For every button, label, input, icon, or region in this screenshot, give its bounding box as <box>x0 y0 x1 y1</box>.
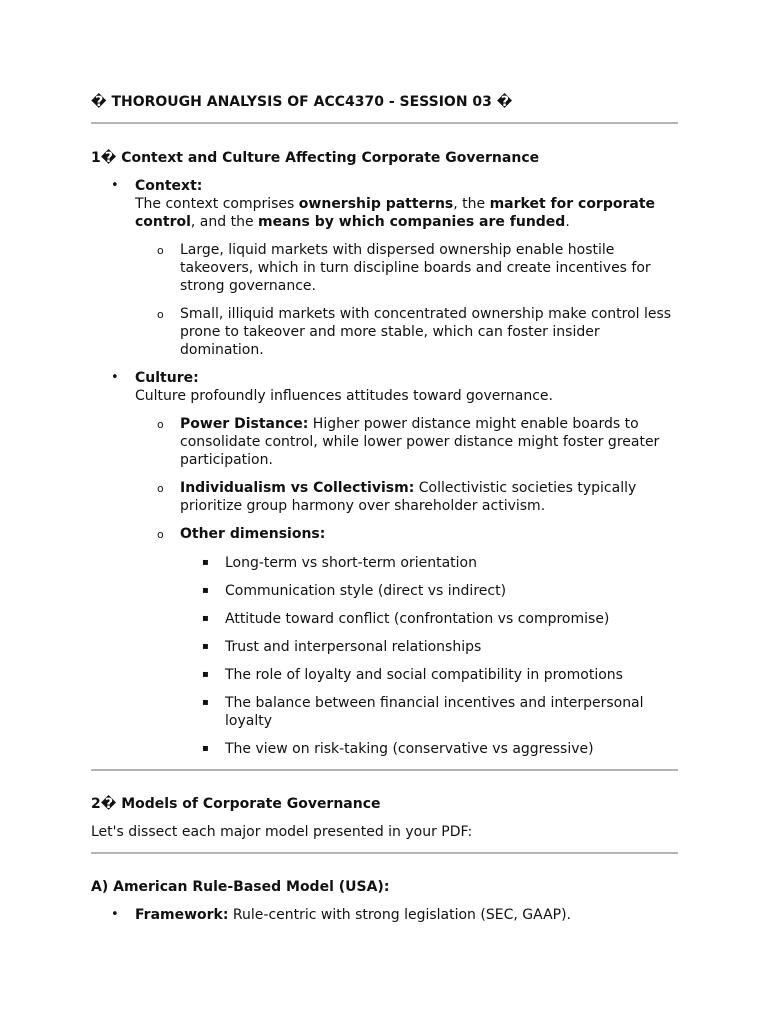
square-bullet-icon: ▪ <box>202 669 209 680</box>
list-item: ▪ Attitude toward conflict (confrontation vs compromise) <box>202 611 610 627</box>
list-item: ▪ Communication style (direct vs indirect) <box>202 583 507 599</box>
list-item: ▪ Trust and interpersonal relationships <box>202 639 482 655</box>
document-title: � THOROUGH ANALYSIS OF ACC4370 - SESSION 03 � <box>91 94 513 110</box>
circle-bullet-icon: o <box>157 482 164 495</box>
square-bullet-icon: ▪ <box>202 557 209 568</box>
list-item: ▪ Long-term vs short-term orientation <box>202 555 477 571</box>
context-item <box>91 177 678 359</box>
square-bullet-icon: ▪ <box>202 743 209 754</box>
square-bullet-icon: ▪ <box>202 585 209 596</box>
section-2-intro: Let's dissect each major model presented in your PDF: <box>91 824 473 840</box>
circle-bullet-icon: o <box>157 308 164 321</box>
list-item: o Small, illiquid markets with concentrated ownership make control less prone to takeover and more stable, which can foster insider domination. <box>157 306 672 358</box>
divider <box>91 852 678 854</box>
list-item: ▪ The view on risk-taking (conservative vs aggressive) <box>202 741 594 757</box>
list-item: ▪ The role of loyalty and social compatibility in promotions <box>202 667 623 683</box>
list-item: ▪ The balance between financial incentives and interpersonal loyalty <box>202 695 644 729</box>
culture-sublist <box>135 415 678 758</box>
culture-text: Culture profoundly influences attitudes toward governance. <box>135 388 553 404</box>
list-item: o Large, liquid markets with dispersed ownership enable hostile takeovers, which in turn discipline boards and create incentives for strong governance. <box>157 242 651 294</box>
bullet-icon: • <box>111 178 119 193</box>
framework-item: • Framework: Rule-centric with strong legislation (SEC, GAAP). <box>111 907 571 923</box>
section-1-heading: 1� Context and Culture Affecting Corporate Governance <box>91 150 540 166</box>
bullet-icon: • <box>111 907 119 922</box>
culture-item <box>91 369 678 758</box>
divider <box>91 769 678 771</box>
list-item: o Other dimensions: ▪ Long-term vs short-term orientation ▪ Communication style (direct vs indirect) ▪ Attitude toward conflict (confrontation vs compromise) ▪ Trust and interpersonal relationships ▪ The role of loyalty and social compatibility in promotions ▪ The balance between financial incentives and interpersonal loyalty ▪ The view on risk-taking (conservative vs aggressive) <box>135 525 678 758</box>
section-1-list <box>91 177 678 758</box>
context-text: The context comprises ownership patterns, the market for corporate control, and the means by which companies are funded. <box>135 196 656 230</box>
circle-bullet-icon: o <box>157 244 164 257</box>
square-bullet-icon: ▪ <box>202 641 209 652</box>
context-label: Context: <box>135 178 203 194</box>
other-dimensions-list <box>180 554 678 758</box>
section-a-heading: A) American Rule-Based Model (USA): <box>91 879 390 895</box>
culture-label: Culture: <box>135 370 199 386</box>
square-bullet-icon: ▪ <box>202 613 209 624</box>
divider <box>91 122 678 124</box>
bullet-icon: • <box>111 370 119 385</box>
circle-bullet-icon: o <box>157 528 164 541</box>
section-2-heading: 2� Models of Corporate Governance <box>91 796 381 812</box>
circle-bullet-icon: o <box>157 418 164 431</box>
context-sublist <box>135 241 678 359</box>
list-item: o Power Distance: Higher power distance might enable boards to consolidate control, while lower power distance might foster greater participation. <box>157 416 660 468</box>
section-a-list <box>91 906 678 924</box>
square-bullet-icon: ▪ <box>202 697 209 708</box>
list-item: o Individualism vs Collectivism: Collectivistic societies typically prioritize group harmony over shareholder activism. <box>157 480 637 514</box>
